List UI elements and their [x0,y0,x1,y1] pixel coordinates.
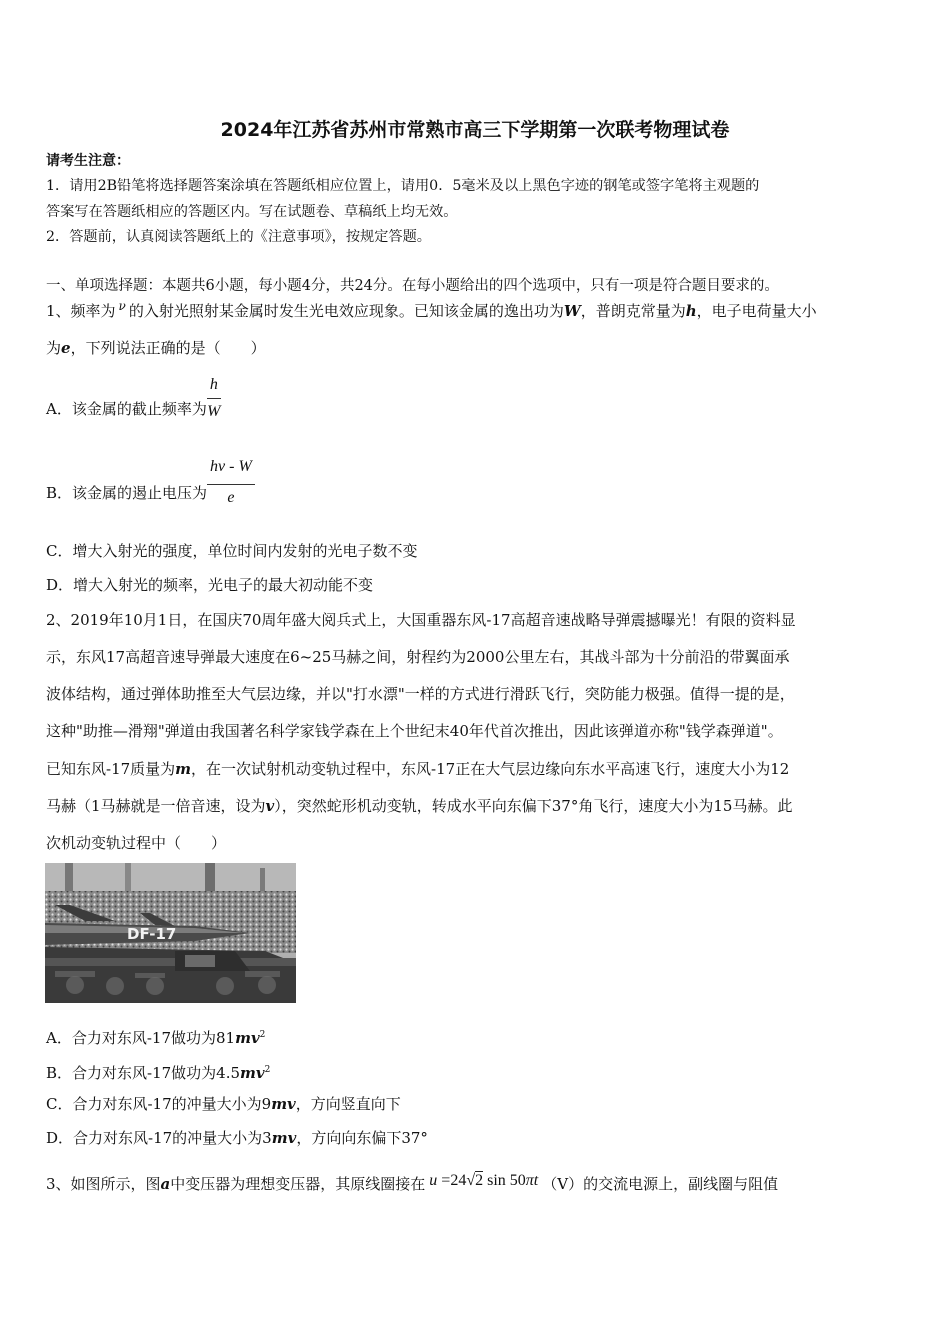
q2-stem-line-5 [46,759,789,779]
q2-text: 已知东风-17质量为 [46,760,176,778]
formula-radicand: 2 [475,1172,484,1189]
q2-option-b [46,1060,270,1083]
q2-text: ，在一次试射机动变轨过程中，东风-17正在大气层边缘向东水平高速飞行，速度大小为12 [191,760,790,778]
q1-text: ，电子电荷量大小 [696,302,817,320]
superscript: 2 [264,1065,271,1075]
q2-text: 马赫（1马赫就是一倍音速，设为 [46,797,266,815]
fraction [207,456,255,509]
q1-text: ，普朗克常量为 [580,302,686,320]
formula-sin: sin 50 [483,1172,526,1189]
missile-photo-graphic [45,863,296,1003]
q3-stem-line-1 [46,1174,778,1195]
q2-stem-line-3: 波体结构，通过弹体助推至大气层边缘，并以"打水漂"一样的方式进行滑跃飞行，突防能力极强。值得一提的是， [46,685,795,703]
q1-text: 为 [46,339,62,357]
fraction-denominator: e [227,489,235,506]
q2-text: ），突然蛇形机动变轨，转成水平向东偏下37°角飞行，速度大小为15马赫。此 [274,797,793,815]
option-text: A．合力对东风-17做功为81 [46,1029,236,1047]
q3-text: 中变压器为理想变压器，其原线圈接在 [170,1175,426,1193]
option-text: ，方向向东偏下37° [296,1129,428,1147]
fraction-numerator: hν - W [207,456,255,485]
symbol-W: W [563,302,581,320]
q3-text: （V）的交流电源上，副线圈与阻值 [542,1175,779,1193]
q1-text: 1、频率为 [46,302,116,320]
symbol-h: h [685,302,697,320]
notice-item-1b: 答案写在答题纸相应的答题区内。写在试题卷、草稿纸上均无效。 [46,204,458,220]
nu-symbol: ν [118,299,126,313]
q1-text: 的入射光照射某金属时发生光电效应现象。已知该金属的逸出功为 [128,302,564,320]
option-text: B．合力对东风-17做功为4.5 [46,1064,241,1082]
symbol-m: m [175,760,192,778]
section-heading: 一、单项选择题：本题共6小题，每小题4分，共24分。在每小题给出的四个选项中，只有一项是符合题目要求的。 [46,278,779,294]
option-text: C．合力对东风-17的冲量大小为9 [46,1095,272,1113]
option-text: A．该金属的截止频率为 [46,400,207,418]
q1-option-a [46,374,221,423]
formula-coefficient: =24 [437,1172,467,1189]
symbol-mv: mv [271,1095,296,1113]
fraction [207,374,221,423]
symbol-mv: mv [240,1064,265,1082]
q1-option-c: C．增大入射光的强度，单位时间内发射的光电子数不变 [46,542,418,560]
symbol-mv: mv [235,1029,260,1047]
q2-stem-line-7: 次机动变轨过程中（ ） [46,834,227,852]
notice-item-2: 2．答题前，认真阅读答题纸上的《注意事项》，按规定答题。 [46,229,431,245]
q1-stem-line-2 [46,338,266,358]
fraction-numerator: h [207,374,221,399]
q1-stem-line-1 [46,301,817,322]
q1-text: ，下列说法正确的是（ ） [70,339,266,357]
symbol-a: a [160,1175,171,1193]
q2-stem-line-2: 示，东风17高超音速导弹最大速度在6~25马赫之间，射程约为2000公里左右，其战斗部为十分前沿的带翼面承 [46,648,790,666]
fraction-denominator: W [207,403,221,420]
q2-option-c [46,1094,401,1114]
page-title: 2024年江苏省苏州市常熟市高三下学期第一次联考物理试卷 [220,119,730,141]
df17-missile-photo [45,863,296,1003]
q1-option-d: D．增大入射光的频率，光电子的最大初动能不变 [46,576,374,594]
missile-label: DF-17 [127,925,177,943]
q2-option-d [46,1128,428,1148]
q2-stem-line-4: 这种"助推—滑翔"弹道由我国著名科学家钱学森在上个世纪末40年代首次推出，因此该弹道亦称"钱学森弹道"。 [46,722,783,740]
option-text: ，方向竖直向下 [295,1095,401,1113]
q2-stem-line-1: 2、2019年10月1日，在国庆70周年盛大阅兵式上，大国重器东风-17高超音速战略导弹震撼曝光！有限的资料显 [46,611,796,629]
symbol-e: e [61,339,71,357]
q2-stem-line-6 [46,796,792,816]
option-text: B．该金属的遏止电压为 [46,484,208,502]
formula-pi-t: πt [525,1172,539,1189]
q1-option-b [46,456,255,509]
q3-text: 3、如图所示，图 [46,1175,161,1193]
superscript: 2 [259,1030,266,1040]
notice-heading: 请考生注意： [46,153,130,169]
voltage-formula [425,1172,542,1189]
sqrt-icon: √ [466,1172,476,1189]
formula-u: u [429,1172,438,1189]
notice-item-1a: 1．请用2B铅笔将选择题答案涂填在答题纸相应位置上，请用0．5毫米及以上黑色字迹的钢笔或签字笔将主观题的 [46,178,760,194]
symbol-mv: mv [271,1129,297,1147]
q2-option-a [46,1025,265,1048]
symbol-v: v [265,797,275,815]
option-text: D．合力对东风-17的冲量大小为3 [46,1129,272,1147]
